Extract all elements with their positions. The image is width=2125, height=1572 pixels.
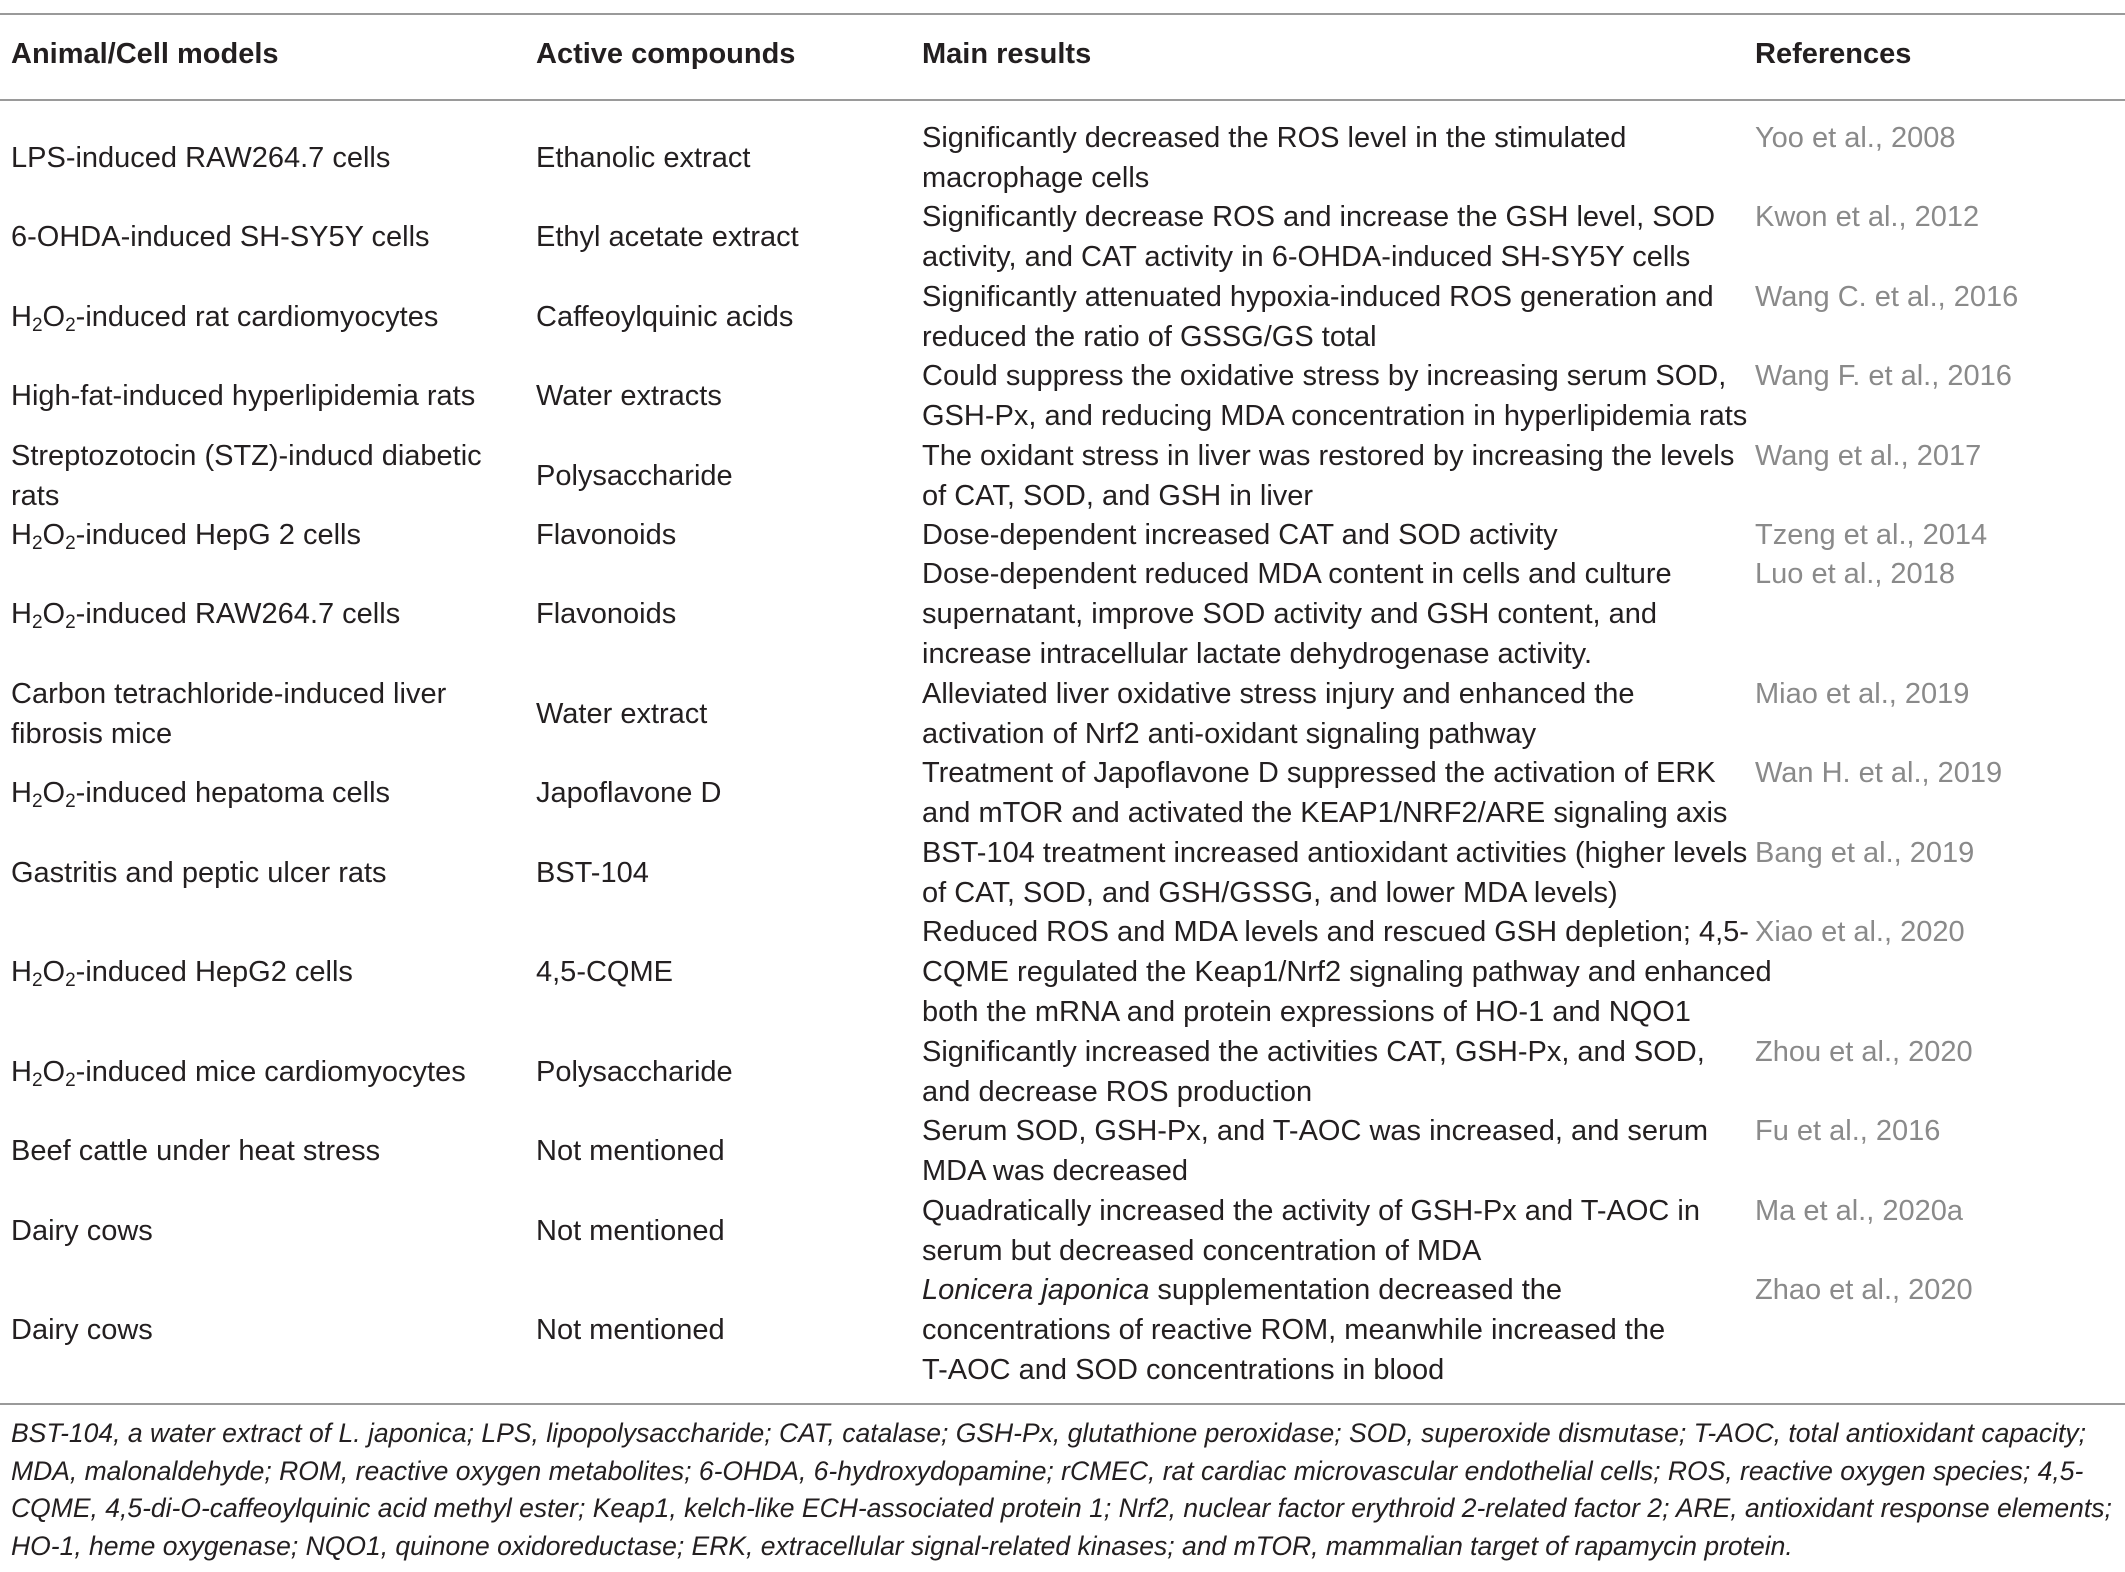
cell-active-compound: BST-104 (536, 857, 649, 889)
cell-line: Reduced ROS and MDA levels and rescued GSH depletion; 4,5- (922, 916, 1749, 948)
cell-main-results (922, 554, 1762, 674)
cell-animal-model (11, 436, 511, 516)
top-rule (0, 13, 2125, 15)
cell-reference-link[interactable]: Ma et al., 2020a (1755, 1195, 1963, 1227)
cell-main-results (922, 1270, 1762, 1390)
cell-animal-model (11, 1131, 511, 1171)
cell-active-compound: Water extract (536, 698, 708, 730)
subscript: 2 (65, 315, 76, 336)
cell-animal-model (11, 1211, 511, 1251)
cell-line: activity, and CAT activity in 6-OHDA-induced SH-SY5Y cells (922, 241, 1691, 273)
cell-line: fibrosis mice (11, 718, 173, 750)
cell-main-results (922, 197, 1762, 277)
cell-active-compound: Ethyl acetate extract (536, 221, 799, 253)
cell-line: Serum SOD, GSH-Px, and T-AOC was increased, and serum (922, 1115, 1708, 1147)
cell-reference-link[interactable]: Wang F. et al., 2016 (1755, 360, 2012, 392)
cell-animal-model (11, 773, 511, 813)
subscript: 2 (65, 970, 76, 991)
cell-line: Carbon tetrachloride-induced liver (11, 678, 447, 710)
cell-line: $H_2O_2$-induced hepatoma cells (11, 777, 391, 812)
cell-line: BST-104 treatment increased antioxidant activities (higher levels (922, 837, 1748, 869)
cell-animal-model (11, 853, 511, 893)
cell-reference-link[interactable]: Xiao et al., 2020 (1755, 916, 1965, 948)
cell-line: Gastritis and peptic ulcer rats (11, 857, 387, 889)
cell-line: Lonicera japonica supplementation decreased the (922, 1274, 1563, 1306)
header-main-results: Main results (922, 38, 1092, 70)
cell-animal-model (11, 515, 511, 555)
cell-main-results (922, 912, 1772, 1032)
cell-line: $H_2O_2$-induced rat cardiomyocytes (11, 301, 439, 336)
cell-main-results (922, 356, 1762, 436)
footnote-line: HO-1, heme oxygenase; NQO1, quinone oxidoreductase; ERK, extracellular signal-related kinases; and mTOR, mammalian target of rapamycin protein. (11, 1530, 1793, 1561)
cell-reference-link[interactable]: Bang et al., 2019 (1755, 837, 1975, 869)
cell-active-compound: Water extracts (536, 380, 722, 412)
cell-line: 6-OHDA-induced SH-SY5Y cells (11, 221, 430, 253)
cell-line: Beef cattle under heat stress (11, 1135, 381, 1167)
cell-line: Significantly decrease ROS and increase the GSH level, SOD (922, 201, 1716, 233)
footnote-line: MDA, malonaldehyde; ROM, reactive oxygen metabolites; 6-OHDA, 6-hydroxydopamine; rCMEC, rat cardiac microvascular endothelial cells; ROS, reactive oxygen species; 4,5- (11, 1455, 2084, 1486)
cell-main-results (922, 118, 1762, 198)
footnote-line: BST-104, a water extract of L. japonica; LPS, lipopolysaccharide; CAT, catalase; GSH-Px, glutathione peroxidase; SOD, superoxide dismutase; T-AOC, total antioxidant capacity; (11, 1418, 2086, 1448)
cell-reference-link[interactable]: Wan H. et al., 2019 (1755, 757, 2003, 789)
cell-animal-model (11, 1052, 511, 1092)
cell-line: activation of Nrf2 anti-oxidant signaling pathway (922, 718, 1537, 750)
cell-active-compound: Flavonoids (536, 519, 677, 551)
subscript: 2 (31, 791, 43, 812)
table-footnote (11, 1415, 2116, 1565)
cell-reference-link[interactable]: Luo et al., 2018 (1755, 558, 1955, 590)
cell-reference-link[interactable]: Zhou et al., 2020 (1755, 1036, 1973, 1068)
cell-reference-link[interactable]: Wang et al., 2017 (1755, 440, 1982, 472)
cell-reference-link[interactable]: Yoo et al., 2008 (1755, 122, 1956, 154)
cell-active-compound: Polysaccharide (536, 1056, 733, 1088)
cell-active-compound: Not mentioned (536, 1135, 725, 1167)
cell-line: LPS-induced RAW264.7 cells (11, 142, 391, 174)
cell-line: Streptozotocin (STZ)-inducd diabetic (11, 440, 482, 472)
header-references: References (1755, 38, 1912, 70)
cell-reference-link[interactable]: Tzeng et al., 2014 (1755, 519, 1988, 551)
subscript: 2 (31, 970, 43, 991)
cell-line: CQME regulated the Keap1/Nrf2 signaling pathway and enhanced (922, 956, 1772, 988)
cell-active-compound: 4,5-CQME (536, 956, 673, 988)
cell-reference-link[interactable]: Wang C. et al., 2016 (1755, 281, 2019, 313)
cell-line: $H_2O_2$-induced HepG2 cells (11, 956, 353, 991)
cell-reference-link[interactable]: Fu et al., 2016 (1755, 1115, 1941, 1147)
cell-main-results (922, 1191, 1762, 1271)
header-animal-models: Animal/Cell models (11, 38, 279, 70)
cell-animal-model (11, 1310, 511, 1350)
cell-animal-model (11, 594, 511, 634)
cell-line: Dose-dependent increased CAT and SOD activity (922, 519, 1558, 551)
cell-main-results (922, 674, 1762, 754)
cell-line: Dose-dependent reduced MDA content in cells and culture (922, 558, 1672, 590)
subscript: 2 (65, 1070, 76, 1091)
cell-reference-link[interactable]: Zhao et al., 2020 (1755, 1274, 1973, 1306)
cell-animal-model (11, 376, 511, 416)
cell-active-compound: Japoflavone D (536, 777, 722, 809)
cell-main-results (922, 515, 1762, 555)
cell-reference-link[interactable]: Kwon et al., 2012 (1755, 201, 1980, 233)
cell-line: $H_2O_2$-induced HepG 2 cells (11, 519, 361, 554)
cell-line: and mTOR and activated the KEAP1/NRF2/ARE signaling axis (922, 797, 1728, 829)
subscript: 2 (65, 533, 76, 554)
cell-line: Dairy cows (11, 1314, 153, 1346)
cell-line: Significantly increased the activities CAT, GSH-Px, and SOD, (922, 1036, 1705, 1068)
cell-animal-model (11, 138, 511, 178)
cell-line: $H_2O_2$-induced mice cardiomyocytes (11, 1056, 466, 1091)
cell-line: Significantly decreased the ROS level in the stimulated (922, 122, 1627, 154)
cell-line: MDA was decreased (922, 1155, 1188, 1187)
cell-animal-model (11, 297, 511, 337)
cell-line: serum but decreased concentration of MDA (922, 1235, 1482, 1267)
cell-reference-link[interactable]: Miao et al., 2019 (1755, 678, 1970, 710)
subscript: 2 (31, 1070, 43, 1091)
header-rule (0, 99, 2125, 101)
cell-line: High-fat-induced hyperlipidemia rats (11, 380, 476, 412)
subscript: 2 (31, 612, 43, 633)
cell-line: of CAT, SOD, and GSH/GSSG, and lower MDA levels) (922, 877, 1618, 909)
cell-active-compound: Flavonoids (536, 598, 677, 630)
cell-main-results (922, 1111, 1762, 1191)
subscript: 2 (31, 533, 43, 554)
cell-line: GSH-Px, and reducing MDA concentration in hyperlipidemia rats (922, 400, 1748, 432)
cell-line: Alleviated liver oxidative stress injury and enhanced the (922, 678, 1635, 710)
cell-active-compound: Polysaccharide (536, 460, 733, 492)
cell-line: both the mRNA and protein expressions of HO-1 and NQO1 (922, 996, 1691, 1028)
italic-species-name: Lonicera japonica (922, 1274, 1150, 1306)
cell-line: supernatant, improve SOD activity and GSH content, and (922, 598, 1658, 630)
footnote-line: CQME, 4,5-di-O-caffeoylquinic acid methyl ester; Keap1, kelch-like ECH-associated protein 1; Nrf2, nuclear factor erythroid 2-related factor 2; ARE, antioxidant response elements; (11, 1493, 2112, 1523)
cell-line: The oxidant stress in liver was restored by increasing the levels (922, 440, 1735, 472)
cell-main-results (922, 436, 1762, 516)
cell-line: concentrations of reactive ROM, meanwhile increased the (922, 1314, 1666, 1346)
cell-active-compound: Not mentioned (536, 1314, 725, 1346)
cell-line: rats (11, 480, 60, 512)
cell-line: $H_2O_2$-induced RAW264.7 cells (11, 598, 401, 633)
subscript: 2 (65, 612, 76, 633)
cell-line: of CAT, SOD, and GSH in liver (922, 480, 1314, 512)
subscript: 2 (31, 315, 43, 336)
cell-line: reduced the ratio of GSSG/GS total (922, 321, 1377, 353)
cell-line: T-AOC and SOD concentrations in blood (922, 1354, 1445, 1386)
cell-line: Treatment of Japoflavone D suppressed the activation of ERK (922, 757, 1716, 789)
cell-animal-model (11, 952, 511, 992)
cell-line: Dairy cows (11, 1215, 153, 1247)
cell-active-compound: Ethanolic extract (536, 142, 751, 174)
subscript: 2 (65, 791, 76, 812)
bottom-rule (0, 1403, 2125, 1405)
cell-main-results (922, 277, 1762, 357)
cell-active-compound: Caffeoylquinic acids (536, 301, 794, 333)
cell-animal-model (11, 217, 511, 257)
cell-line: increase intracellular lactate dehydrogenase activity. (922, 638, 1593, 670)
cell-line: Quadratically increased the activity of GSH-Px and T-AOC in (922, 1195, 1700, 1227)
cell-main-results (922, 1032, 1762, 1112)
cell-active-compound: Not mentioned (536, 1215, 725, 1247)
cell-line: Could suppress the oxidative stress by increasing serum SOD, (922, 360, 1727, 392)
cell-line: macrophage cells (922, 162, 1150, 194)
header-active-compounds: Active compounds (536, 38, 796, 70)
cell-animal-model (11, 674, 511, 754)
cell-line: and decrease ROS production (922, 1076, 1313, 1108)
cell-main-results (922, 833, 1762, 913)
cell-main-results (922, 753, 1762, 833)
cell-line: Significantly attenuated hypoxia-induced ROS generation and (922, 281, 1714, 313)
